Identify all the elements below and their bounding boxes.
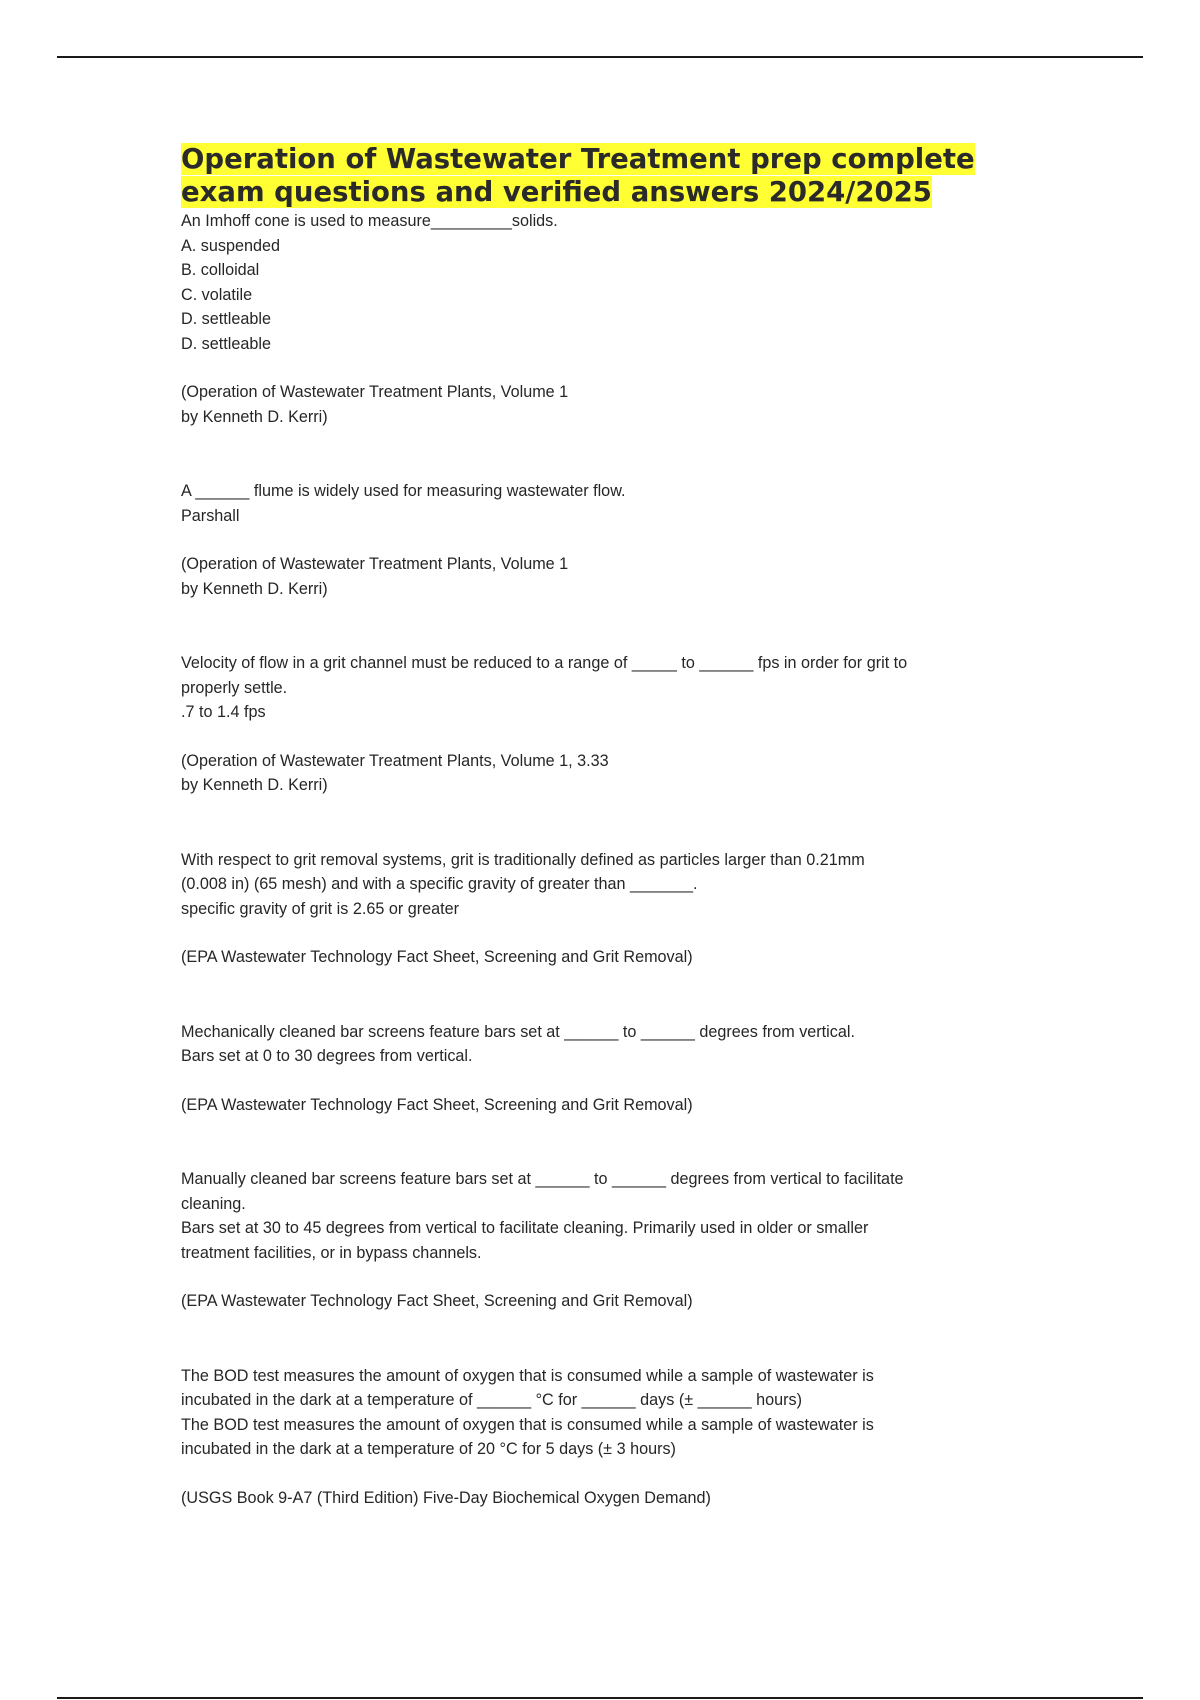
question-block: [181, 1364, 1011, 1511]
source-citation: (USGS Book 9-A7 (Third Edition) Five-Day Biochemical Oxygen Demand): [181, 1488, 711, 1507]
question-text: With respect to grit removal systems, grit is traditionally defined as particles larger than 0.21mm: [181, 850, 865, 869]
answer-text: The BOD test measures the amount of oxygen that is consumed while a sample of wastewater is: [181, 1415, 874, 1434]
question-text: The BOD test measures the amount of oxygen that is consumed while a sample of wastewater is: [181, 1366, 874, 1385]
question-block: [181, 1020, 1011, 1118]
question-text: Mechanically cleaned bar screens feature bars set at ______ to ______ degrees from vertical.: [181, 1022, 855, 1041]
question-block: [181, 209, 1011, 429]
title-line-1: Operation of Wastewater Treatment prep complete: [181, 143, 975, 175]
answer-text: .7 to 1.4 fps: [181, 703, 266, 721]
source-author: by Kenneth D. Kerri): [181, 776, 328, 794]
document-body: [181, 143, 1011, 1510]
source-citation: (Operation of Wastewater Treatment Plants, Volume 1: [181, 555, 569, 573]
choice-a: A. suspended: [181, 236, 280, 255]
question-list: [181, 209, 1011, 1510]
answer-text-cont: treatment facilities, or in bypass channels.: [181, 1243, 482, 1262]
question-block: [181, 1167, 1011, 1314]
choice-b: B. colloidal: [181, 261, 260, 279]
source-citation: (EPA Wastewater Technology Fact Sheet, Screening and Grit Removal): [181, 948, 693, 966]
source-citation: (Operation of Wastewater Treatment Plants, Volume 1: [181, 383, 569, 401]
question-text-cont: (0.008 in) (65 mesh) and with a specific gravity of greater than _______.: [181, 875, 698, 893]
source-citation: (EPA Wastewater Technology Fact Sheet, Screening and Grit Removal): [181, 1095, 693, 1114]
question-text-cont: properly settle.: [181, 678, 288, 697]
answer-text: Bars set at 30 to 45 degrees from vertical to facilitate cleaning. Primarily used in older or smaller: [181, 1219, 869, 1237]
question-text: An Imhoff cone is used to measure_________solids.: [181, 212, 558, 230]
answer-text: D. settleable: [181, 334, 271, 353]
choice-c: C. volatile: [181, 285, 253, 304]
question-text-cont: cleaning.: [181, 1194, 246, 1213]
question-block: [181, 651, 1011, 798]
answer-text: specific gravity of grit is 2.65 or greater: [181, 899, 460, 918]
source-citation: (EPA Wastewater Technology Fact Sheet, Screening and Grit Removal): [181, 1292, 693, 1310]
question-block: [181, 479, 1011, 601]
question-text: Manually cleaned bar screens feature bars set at ______ to ______ degrees from vertical to facilitate: [181, 1170, 904, 1188]
answer-text: Parshall: [181, 506, 240, 525]
question-text: Velocity of flow in a grit channel must be reduced to a range of _____ to ______ fps in order for grit to: [181, 654, 908, 672]
answer-text: Bars set at 0 to 30 degrees from vertical.: [181, 1047, 473, 1065]
document-title: [181, 143, 1011, 209]
source-author: by Kenneth D. Kerri): [181, 407, 328, 426]
question-text-cont: incubated in the dark at a temperature of ______ °C for ______ days (± ______ hours): [181, 1391, 802, 1409]
bottom-rule: [57, 1697, 1143, 1699]
choice-d: D. settleable: [181, 310, 271, 328]
answer-text-cont: incubated in the dark at a temperature of 20 °C for 5 days (± 3 hours): [181, 1440, 676, 1458]
top-rule: [57, 56, 1143, 58]
source-citation: (Operation of Wastewater Treatment Plants, Volume 1, 3.33: [181, 751, 609, 770]
question-text: A ______ flume is widely used for measuring wastewater flow.: [181, 482, 626, 500]
question-block: [181, 848, 1011, 970]
title-line-2: exam questions and verified answers 2024/2025: [181, 176, 932, 208]
source-author: by Kenneth D. Kerri): [181, 579, 328, 598]
